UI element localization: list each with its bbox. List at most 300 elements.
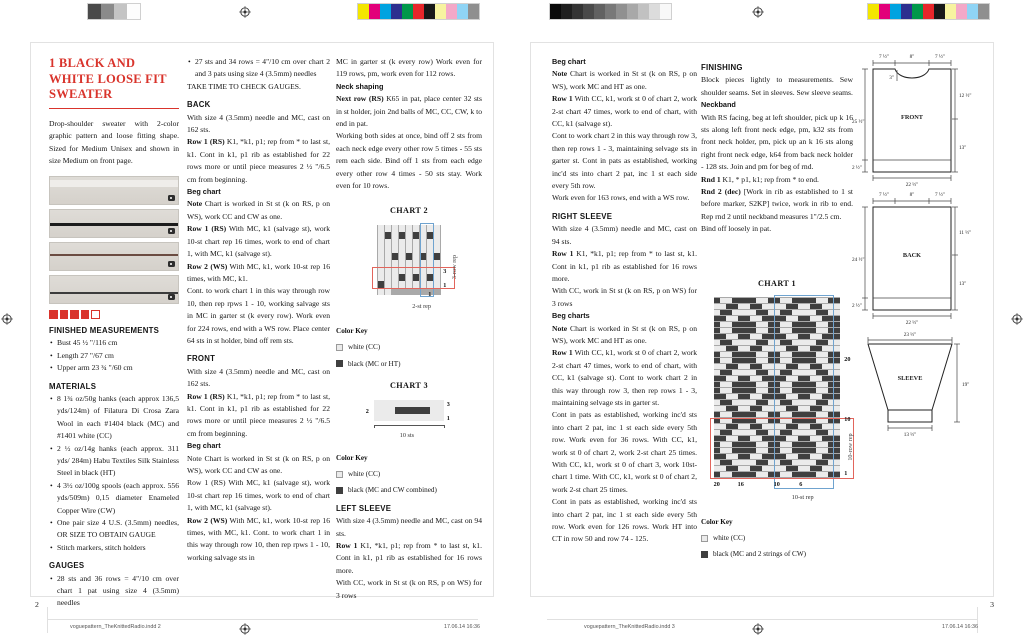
paragraph: Cont in pats as established, working inc'd sts into chart 2 pat, inc 1 st each side every 5th row. Work even for 36 rows. With CC, k1, work st 0 of chart 2, work 2-st chart 25 times. With CC, k1, work st 0 of chart 3, work 10st-chart 1 time. With CC, k1, work st 0 of chart 2, work 2-st chart 25 times. bbox=[552, 410, 697, 494]
chart-cell bbox=[427, 239, 434, 246]
right-column-2 bbox=[701, 56, 853, 565]
color-key-item bbox=[336, 468, 482, 480]
chart-cell bbox=[810, 442, 816, 448]
paragraph: Cont to work chart 2 in this way through row 3, then rep rows 1 - 3, maintaining selvage sts in garter st. Cont in pats as established, working inc'd sts into chart 2 pat, inc 1 st each side every 5th row. bbox=[552, 131, 697, 191]
chart-cell bbox=[756, 406, 762, 412]
chart-cell bbox=[720, 418, 726, 424]
chart-cell bbox=[780, 448, 786, 454]
chart-cell bbox=[804, 466, 810, 472]
chart-cell bbox=[834, 298, 840, 304]
chart-cell bbox=[774, 382, 780, 388]
yarn-swatch-photo bbox=[49, 242, 179, 271]
chart-cell bbox=[822, 370, 828, 376]
chart-cell bbox=[714, 352, 720, 358]
chart-cell bbox=[798, 472, 804, 478]
chart-cell bbox=[810, 406, 816, 412]
chart-cell bbox=[714, 382, 720, 388]
chart-cell bbox=[804, 322, 810, 328]
chart-cell bbox=[744, 352, 750, 358]
chart-cell bbox=[738, 322, 744, 328]
section-heading: FINISHING bbox=[701, 63, 743, 72]
chart-cell bbox=[780, 454, 786, 460]
chart-cell bbox=[774, 358, 780, 364]
chart-cell bbox=[714, 328, 720, 334]
chart-cell bbox=[756, 376, 762, 382]
chart-cell bbox=[427, 253, 434, 260]
chart-cell bbox=[780, 394, 786, 400]
color-patch bbox=[890, 4, 901, 19]
paragraph: Note Chart is worked in St st (k on RS, p on WS), work CC and CW as one. bbox=[187, 199, 330, 221]
chart-cell bbox=[385, 246, 392, 253]
bullet-glyph: • bbox=[188, 57, 191, 66]
paragraph-lead: Row 1 (RS) bbox=[187, 137, 225, 147]
chart-cell bbox=[750, 418, 756, 424]
chart-cell bbox=[756, 436, 762, 442]
chart-cell bbox=[786, 304, 792, 310]
row-number: 3 bbox=[446, 400, 450, 408]
color-patch bbox=[901, 4, 912, 19]
paragraph: Rnd 1 K1, * p1, k1; rep from * to end. bbox=[701, 174, 819, 184]
chart-cell bbox=[732, 310, 738, 316]
chart-cell bbox=[816, 412, 822, 418]
chart-cell bbox=[726, 352, 732, 358]
paragraph: With RS facing, beg at left shoulder, pick up k 16 sts along left front neck edge, pm, k32 sts from front neck holder, pm, pick up an k 16 sts along right front neck edge, k64 from back neck holder - 128 sts. Join and pm for beg of rnd. bbox=[701, 112, 853, 172]
paragraph-lead: Row 2 (WS) bbox=[187, 261, 228, 271]
chart-cell bbox=[810, 472, 816, 478]
chart-cell bbox=[804, 370, 810, 376]
chart-cell bbox=[828, 466, 834, 472]
chart-cell bbox=[816, 430, 822, 436]
registration-target bbox=[1011, 312, 1023, 324]
chart-cell bbox=[786, 358, 792, 364]
chart-cell bbox=[738, 370, 744, 376]
chart-cell bbox=[816, 460, 822, 466]
chart-cell bbox=[834, 364, 840, 370]
chart-cell bbox=[822, 466, 828, 472]
chart-cell bbox=[420, 267, 427, 274]
chart-cell bbox=[399, 225, 406, 232]
chart-cell bbox=[720, 424, 726, 430]
chart-cell bbox=[804, 418, 810, 424]
chart-cell bbox=[427, 260, 434, 267]
paragraph: Work even for 163 rows, end with a WS row. bbox=[552, 193, 690, 203]
paragraph: With size 4 (3.5mm) needle and MC, cast on 94 sts. bbox=[552, 224, 697, 246]
chart-cell bbox=[744, 346, 750, 352]
bullet-item: • 27 sts and 34 rows = 4"/10 cm over chart 2 and 3 pats using size 4 (3.5mm) needles bbox=[188, 57, 330, 79]
chart-cell bbox=[816, 394, 822, 400]
chart-cell bbox=[828, 364, 834, 370]
chart-cell bbox=[774, 328, 780, 334]
chart-cell bbox=[714, 334, 720, 340]
color-key-item bbox=[336, 484, 482, 496]
chart-cell bbox=[804, 340, 810, 346]
chart-cell bbox=[750, 424, 756, 430]
svg-text:SLEEVE: SLEEVE bbox=[897, 375, 923, 382]
photo-marker-icon bbox=[168, 261, 175, 267]
chart-cell bbox=[714, 388, 720, 394]
sts-count-label: 10 sts bbox=[399, 431, 415, 439]
color-key-heading: Color Key bbox=[336, 453, 368, 462]
chart-cell bbox=[834, 376, 840, 382]
chart-cell bbox=[804, 352, 810, 358]
chart-cell bbox=[732, 346, 738, 352]
color-patch bbox=[616, 4, 627, 19]
knitting-chart-grid bbox=[377, 225, 459, 310]
chart-cell bbox=[720, 370, 726, 376]
chart-cell bbox=[792, 394, 798, 400]
chart-cell bbox=[762, 400, 768, 406]
chart-cell bbox=[780, 388, 786, 394]
white-swatch bbox=[336, 471, 343, 478]
chart-cell bbox=[720, 304, 726, 310]
chart-cell bbox=[714, 400, 720, 406]
chart-cell bbox=[726, 298, 732, 304]
chart-cell bbox=[774, 376, 780, 382]
chart-cell bbox=[834, 406, 840, 412]
chart-cell bbox=[780, 418, 786, 424]
chart-cell bbox=[762, 316, 768, 322]
chart-cell bbox=[804, 376, 810, 382]
chart-cell bbox=[786, 418, 792, 424]
chart-cell bbox=[780, 436, 786, 442]
chart-cell bbox=[750, 436, 756, 442]
chart-cell bbox=[768, 310, 774, 316]
chart-cell bbox=[774, 346, 780, 352]
chart-cell bbox=[427, 267, 434, 274]
chart-cell bbox=[406, 274, 413, 281]
chart-1-wrapper bbox=[713, 297, 855, 501]
chart-cell bbox=[402, 414, 409, 421]
svg-text:24 ½": 24 ½" bbox=[852, 257, 865, 263]
chart-cell bbox=[762, 418, 768, 424]
chart-cell bbox=[828, 442, 834, 448]
chart-cell bbox=[738, 424, 744, 430]
chart-cell bbox=[798, 400, 804, 406]
crop-mark bbox=[47, 607, 48, 633]
chart-cell bbox=[822, 352, 828, 358]
chart-cell bbox=[780, 298, 786, 304]
chart-cell bbox=[810, 448, 816, 454]
chart-cell bbox=[437, 400, 444, 407]
chart-cell bbox=[834, 382, 840, 388]
chart-cell bbox=[828, 298, 834, 304]
chart-cell bbox=[762, 328, 768, 334]
chart-cell bbox=[792, 406, 798, 412]
row-number: 10 bbox=[844, 416, 851, 424]
chart-cell bbox=[792, 358, 798, 364]
chart-cell bbox=[732, 358, 738, 364]
chart-cell bbox=[798, 328, 804, 334]
paragraph: With CC, work in St st (k on RS, p on WS) for 3 rows bbox=[552, 286, 697, 308]
chart-cell bbox=[822, 364, 828, 370]
chart-cell bbox=[395, 414, 402, 421]
color-key-item bbox=[701, 532, 853, 544]
chart-cell bbox=[744, 394, 750, 400]
chart-cell bbox=[732, 298, 738, 304]
paragraph: Rnd 2 (dec) [Work in rib as established to 1 st before marker, S2KP] twice, work in rib to end. Rep rnd 2 until neckband measures 1"/2.5 cm. bbox=[701, 187, 854, 221]
chart-cell bbox=[828, 394, 834, 400]
chart-cell bbox=[416, 407, 423, 414]
chart-cell bbox=[810, 400, 816, 406]
chart-cell bbox=[738, 430, 744, 436]
yarn-swatch-photo bbox=[49, 176, 179, 205]
chart-cell bbox=[756, 340, 762, 346]
sub-heading: Beg chart bbox=[187, 441, 221, 451]
color-patch bbox=[380, 4, 391, 19]
intro-paragraph: Drop-shoulder sweater with 2-color graphic pattern and loose fitting shape. Sized for Medium Unisex and shown in size Medium on front page. bbox=[49, 118, 179, 165]
chart-cell bbox=[816, 454, 822, 460]
chart-cell bbox=[804, 406, 810, 412]
stitch-number: 10 bbox=[773, 480, 780, 488]
chart-cell bbox=[434, 253, 441, 260]
chart-cell bbox=[420, 274, 427, 281]
chart-cell bbox=[792, 430, 798, 436]
difficulty-square bbox=[60, 310, 69, 319]
chart-cell bbox=[780, 328, 786, 334]
chart-cell bbox=[792, 466, 798, 472]
chart-cell bbox=[828, 316, 834, 322]
chart-cell bbox=[402, 407, 409, 414]
paragraph: Note Chart is worked in St st (k on RS, p on WS), work CC and CW as one. bbox=[187, 453, 330, 475]
chart-cell bbox=[406, 253, 413, 260]
chart-cell bbox=[834, 400, 840, 406]
chart-cell bbox=[810, 346, 816, 352]
chart-cell bbox=[798, 364, 804, 370]
chart-cell bbox=[409, 414, 416, 421]
knitting-chart-grid bbox=[713, 297, 855, 501]
chart-cell bbox=[392, 246, 399, 253]
chart-cell bbox=[786, 316, 792, 322]
chart-cell bbox=[804, 358, 810, 364]
color-patch bbox=[923, 4, 934, 19]
chart-cell bbox=[816, 304, 822, 310]
chart-cell bbox=[768, 454, 774, 460]
calibration-bar bbox=[550, 4, 671, 19]
chart-cell bbox=[816, 364, 822, 370]
chart-cell bbox=[780, 358, 786, 364]
chart-cell bbox=[798, 352, 804, 358]
chart-cell bbox=[726, 436, 732, 442]
chart-cell bbox=[420, 225, 427, 232]
chart-cell bbox=[756, 412, 762, 418]
chart-2-wrapper bbox=[377, 225, 459, 313]
chart-cell bbox=[738, 448, 744, 454]
chart-cell bbox=[750, 466, 756, 472]
chart-cell bbox=[834, 472, 840, 478]
chart-cell bbox=[810, 322, 816, 328]
swatch-texture-band bbox=[50, 254, 178, 256]
chart-cell bbox=[744, 328, 750, 334]
color-patch bbox=[114, 4, 127, 19]
chart-cell bbox=[816, 376, 822, 382]
chart-cell bbox=[828, 310, 834, 316]
color-patch bbox=[358, 4, 369, 19]
chart-cell bbox=[413, 239, 420, 246]
chart-cell bbox=[816, 322, 822, 328]
chart-cell bbox=[726, 442, 732, 448]
chart-cell bbox=[714, 394, 720, 400]
paragraph: TAKE TIME TO CHECK GAUGES. bbox=[187, 81, 301, 91]
chart-cell bbox=[762, 388, 768, 394]
chart-cell bbox=[792, 370, 798, 376]
chart-cell bbox=[756, 448, 762, 454]
svg-text:2 ½": 2 ½" bbox=[852, 165, 862, 171]
chart-cell bbox=[780, 442, 786, 448]
chart-cell bbox=[774, 364, 780, 370]
chart-cell bbox=[834, 352, 840, 358]
chart-cell bbox=[374, 400, 381, 407]
chart-cell bbox=[385, 253, 392, 260]
chart-cell bbox=[768, 382, 774, 388]
chart-cell bbox=[423, 400, 430, 407]
chart-cell bbox=[732, 340, 738, 346]
svg-text:3": 3" bbox=[889, 75, 894, 81]
chart-cell bbox=[756, 388, 762, 394]
paragraph-lead: Rnd 1 bbox=[701, 174, 721, 184]
chart-cell bbox=[714, 424, 720, 430]
chart-cell bbox=[786, 424, 792, 430]
chart-cell bbox=[374, 407, 381, 414]
chart-cell bbox=[402, 400, 409, 407]
chart-cell bbox=[726, 364, 732, 370]
chart-color-key bbox=[336, 452, 482, 497]
paragraph-lead: Row 1 bbox=[552, 348, 573, 358]
bullet-item: • Length 27 "/67 cm bbox=[49, 350, 179, 362]
chart-cell bbox=[427, 274, 434, 281]
chart-cell bbox=[780, 400, 786, 406]
paragraph-lead: Row 2 (WS) bbox=[187, 515, 228, 525]
difficulty-square bbox=[91, 310, 100, 319]
color-key-label: black (MC and CW combined) bbox=[348, 486, 437, 495]
chart-cell bbox=[744, 298, 750, 304]
chart-cell bbox=[828, 340, 834, 346]
chart-cell bbox=[732, 442, 738, 448]
chart-cell bbox=[804, 310, 810, 316]
chart-cell bbox=[732, 430, 738, 436]
chart-cell bbox=[732, 436, 738, 442]
chart-cell bbox=[828, 304, 834, 310]
chart-cell bbox=[399, 239, 406, 246]
chart-cell bbox=[834, 358, 840, 364]
chart-cell bbox=[834, 412, 840, 418]
chart-cell bbox=[828, 412, 834, 418]
svg-text:FRONT: FRONT bbox=[900, 114, 924, 121]
chart-cell bbox=[762, 340, 768, 346]
chart-cell bbox=[738, 346, 744, 352]
chart-cell bbox=[786, 460, 792, 466]
chart-cell bbox=[786, 472, 792, 478]
chart-cell bbox=[816, 382, 822, 388]
chart-cell bbox=[768, 340, 774, 346]
chart-cell bbox=[792, 310, 798, 316]
chart-cell bbox=[413, 232, 420, 239]
yarn-swatch-photo bbox=[49, 209, 179, 238]
chart-cell bbox=[762, 382, 768, 388]
chart-cell bbox=[726, 400, 732, 406]
chart-cell bbox=[416, 400, 423, 407]
chart-cell bbox=[427, 281, 434, 288]
chart-cell bbox=[744, 316, 750, 322]
chart-cell bbox=[798, 376, 804, 382]
chart-cell bbox=[804, 382, 810, 388]
section-heading: BACK bbox=[187, 100, 211, 110]
chart-cell bbox=[816, 298, 822, 304]
white-swatch bbox=[701, 535, 708, 542]
chart-cell bbox=[792, 448, 798, 454]
difficulty-square bbox=[49, 310, 58, 319]
chart-cell bbox=[738, 412, 744, 418]
color-patch bbox=[424, 4, 435, 19]
chart-cell bbox=[762, 334, 768, 340]
pattern-title: 1 BLACK AND WHITE LOOSE FIT SWEATER bbox=[49, 56, 167, 102]
chart-cell bbox=[427, 246, 434, 253]
chart-cell bbox=[720, 298, 726, 304]
chart-cell bbox=[738, 418, 744, 424]
chart-cell bbox=[726, 304, 732, 310]
chart-cell bbox=[744, 442, 750, 448]
chart-cell bbox=[399, 253, 406, 260]
chart-cell bbox=[810, 328, 816, 334]
color-key-item bbox=[336, 341, 482, 353]
chart-cell bbox=[738, 328, 744, 334]
slug-timestamp-left: 17.06.14 16:36 bbox=[444, 624, 480, 630]
chart-cell bbox=[750, 448, 756, 454]
chart-cell bbox=[816, 442, 822, 448]
chart-cell bbox=[828, 472, 834, 478]
color-patch bbox=[391, 4, 402, 19]
chart-cell bbox=[810, 304, 816, 310]
chart-cell bbox=[774, 412, 780, 418]
chart-cell bbox=[738, 442, 744, 448]
chart-cell bbox=[756, 316, 762, 322]
chart-cell bbox=[750, 412, 756, 418]
chart-cell bbox=[822, 394, 828, 400]
chart-cell bbox=[732, 418, 738, 424]
chart-cell bbox=[816, 358, 822, 364]
chart-cell bbox=[828, 424, 834, 430]
chart-cell bbox=[768, 322, 774, 328]
sts-bracket bbox=[374, 425, 445, 428]
yarn-swatch-photo bbox=[49, 275, 179, 304]
chart-cell bbox=[413, 281, 420, 288]
chart-cell bbox=[822, 472, 828, 478]
chart-cell bbox=[816, 352, 822, 358]
chart-cell bbox=[720, 412, 726, 418]
chart-cell bbox=[732, 394, 738, 400]
paragraph-lead: Note bbox=[187, 199, 203, 209]
chart-cell bbox=[385, 288, 392, 295]
chart-cell bbox=[834, 448, 840, 454]
chart-cell bbox=[768, 364, 774, 370]
row-number: 1 bbox=[443, 281, 447, 289]
chart-cell bbox=[798, 430, 804, 436]
chart-cell bbox=[732, 334, 738, 340]
chart-cell bbox=[816, 334, 822, 340]
chart-cell bbox=[756, 298, 762, 304]
paragraph: Next row (RS) K65 in pat, place center 32 sts in st holder, join 2nd balls of MC, CC, CW, k to end in pat. bbox=[336, 94, 482, 129]
svg-text:2 ½": 2 ½" bbox=[852, 303, 862, 309]
chart-cell bbox=[786, 370, 792, 376]
chart-cell bbox=[792, 472, 798, 478]
chart-cell bbox=[792, 436, 798, 442]
chart-cell bbox=[726, 412, 732, 418]
chart-cell bbox=[756, 442, 762, 448]
chart-cell bbox=[798, 322, 804, 328]
chart-cell bbox=[774, 400, 780, 406]
chart-cell bbox=[822, 400, 828, 406]
chart-cell bbox=[816, 340, 822, 346]
chart-cell bbox=[804, 430, 810, 436]
